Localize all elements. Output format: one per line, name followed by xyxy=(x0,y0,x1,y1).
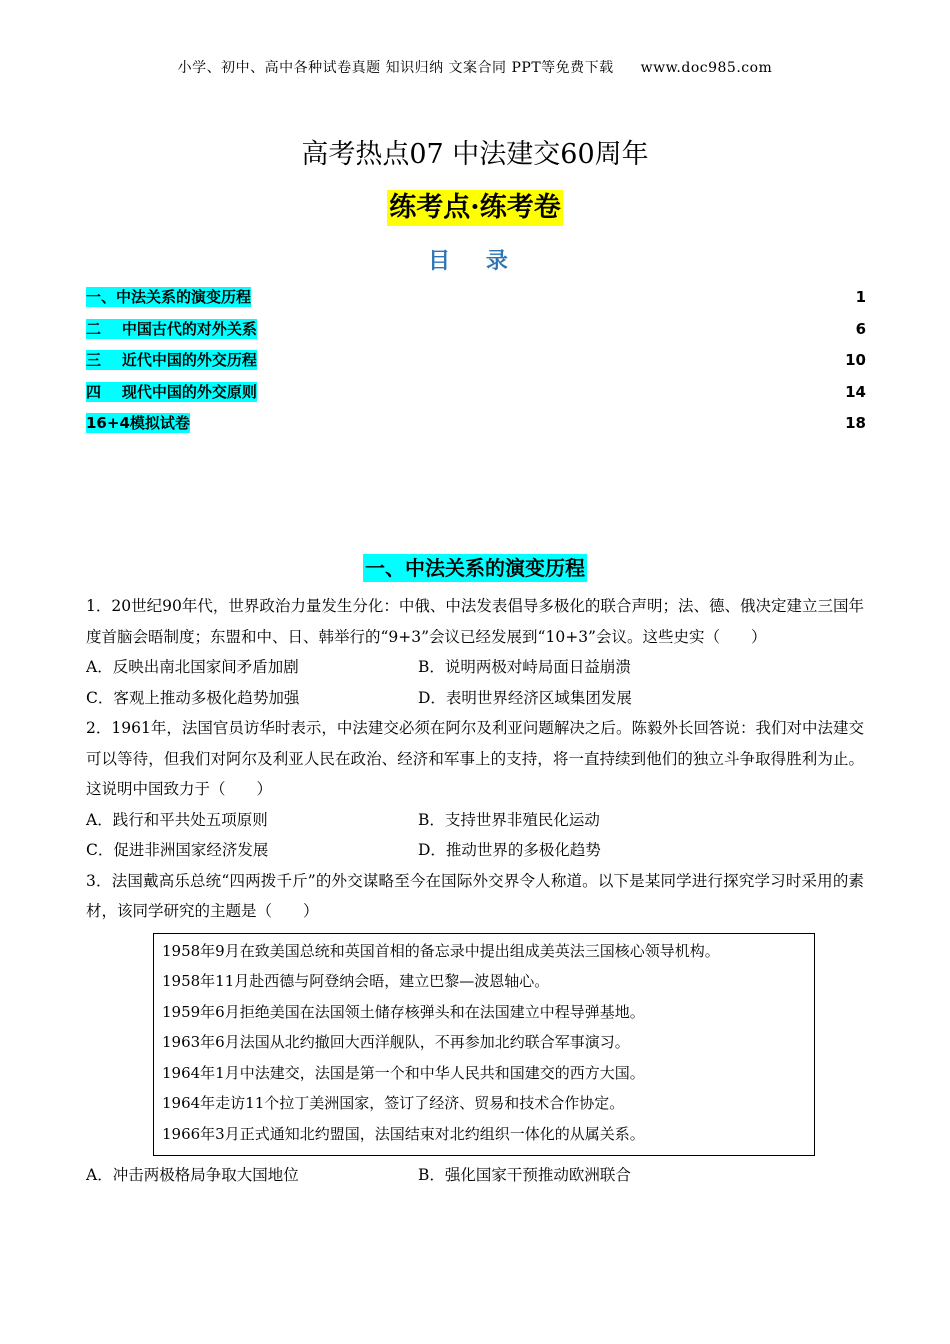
toc-item[interactable] xyxy=(86,413,866,445)
question-1-options-row-2 xyxy=(86,683,864,714)
section-heading: 一、中法关系的演变历程 xyxy=(365,556,585,580)
source-line: 1964年走访11个拉丁美洲国家，签订了经济、贸易和技术合作协定。 xyxy=(162,1094,625,1112)
toc-item-label: 16+4模拟试卷 xyxy=(86,414,190,432)
option-c: C．促进非洲国家经济发展 xyxy=(86,841,269,859)
source-line: 1958年11月赴西德与阿登纳会晤，建立巴黎—波恩轴心。 xyxy=(162,972,550,990)
toc-item-label: 二 中国古代的对外关系 xyxy=(86,319,257,338)
questions xyxy=(86,591,864,1191)
option-d: D．表明世界经济区域集团发展 xyxy=(418,688,632,707)
toc-item[interactable] xyxy=(86,319,866,351)
option-b: B．强化国家干预推动欧洲联合 xyxy=(418,1166,631,1184)
source-material-box xyxy=(153,933,815,1157)
table-of-contents xyxy=(86,287,866,445)
page-header xyxy=(0,57,950,77)
option-c: C．客观上推动多极化趋势加强 xyxy=(86,688,300,707)
source-line: 1958年9月在致美国总统和英国首相的备忘录中提出组成美英法三国核心领导机构。 xyxy=(162,941,720,960)
option-a: A．反映出南北国家间矛盾加剧 xyxy=(86,658,299,676)
source-line: 1963年6月法国从北约撤回大西洋舰队，不再参加北约联合军事演习。 xyxy=(162,1033,630,1051)
toc-item-label: 三 近代中国的外交历程 xyxy=(86,351,257,369)
document-subtitle: 练考点·练考卷 xyxy=(387,190,562,226)
source-line: 1966年3月正式通知北约盟国，法国结束对北约组织一体化的从属关系。 xyxy=(162,1124,645,1143)
question-1-options-row-1 xyxy=(86,652,864,683)
toc-heading: 目 录 xyxy=(428,248,522,274)
question-2-options-row-1 xyxy=(86,805,864,836)
option-b: B．说明两极对峙局面日益崩溃 xyxy=(418,658,631,676)
toc-item[interactable] xyxy=(86,382,866,414)
question-2-stem: 2．1961年，法国官员访华时表示，中法建交必须在阿尔及利亚问题解决之后。陈毅外长回答说：我们对中法建交可以等待，但我们对阿尔及利亚人民在政治、经济和军事上的支持，将一直持续到他们的独立斗争取得胜利为止。这说明中国致力于（ ） xyxy=(86,719,864,798)
toc-item-label: 一、中法关系的演变历程 xyxy=(86,288,252,306)
toc-item-label: 四 现代中国的外交原则 xyxy=(86,382,257,401)
toc-item-page: 6 xyxy=(855,319,866,338)
toc-item-page: 1 xyxy=(855,288,866,306)
source-line: 1964年1月中法建交，法国是第一个和中华人民共和国建交的西方大国。 xyxy=(162,1063,645,1082)
toc-item[interactable] xyxy=(86,350,866,382)
question-3-options-row-1 xyxy=(86,1160,864,1191)
source-line: 1959年6月拒绝美国在法国领土储存核弹头和在法国建立中程导弹基地。 xyxy=(162,1002,645,1021)
question-1-stem: 1．20世纪90年代，世界政治力量发生分化：中俄、中法发表倡导多极化的联合声明；法、德、俄决定建立三国年度首脑会晤制度；东盟和中、日、韩举行的“9+3”会议已经发展到“10+3”会议。这些史实（ ） xyxy=(86,597,864,646)
document-title: 高考热点07 中法建交60周年 xyxy=(301,139,649,170)
toc-item[interactable] xyxy=(86,287,866,319)
header-url[interactable]: www.doc985.com xyxy=(640,60,773,76)
option-d: D．推动世界的多极化趋势 xyxy=(418,841,601,859)
toc-item-page: 14 xyxy=(845,382,866,401)
option-a: A．冲击两极格局争取大国地位 xyxy=(86,1166,299,1184)
header-text: 小学、初中、高中各种试卷真题 知识归纳 文案合同 PPT等免费下载 xyxy=(177,60,614,76)
question-3-stem: 3．法国戴高乐总统“四两拨千斤”的外交谋略至今在国际外交界令人称道。以下是某同学进行探究学习时采用的素材，该同学研究的主题是（ ） xyxy=(86,871,864,920)
toc-item-page: 10 xyxy=(845,351,866,369)
question-2-options-row-2 xyxy=(86,835,864,866)
option-b: B．支持世界非殖民化运动 xyxy=(418,810,600,829)
option-a: A．践行和平共处五项原则 xyxy=(86,810,268,829)
toc-item-page: 18 xyxy=(845,414,866,432)
